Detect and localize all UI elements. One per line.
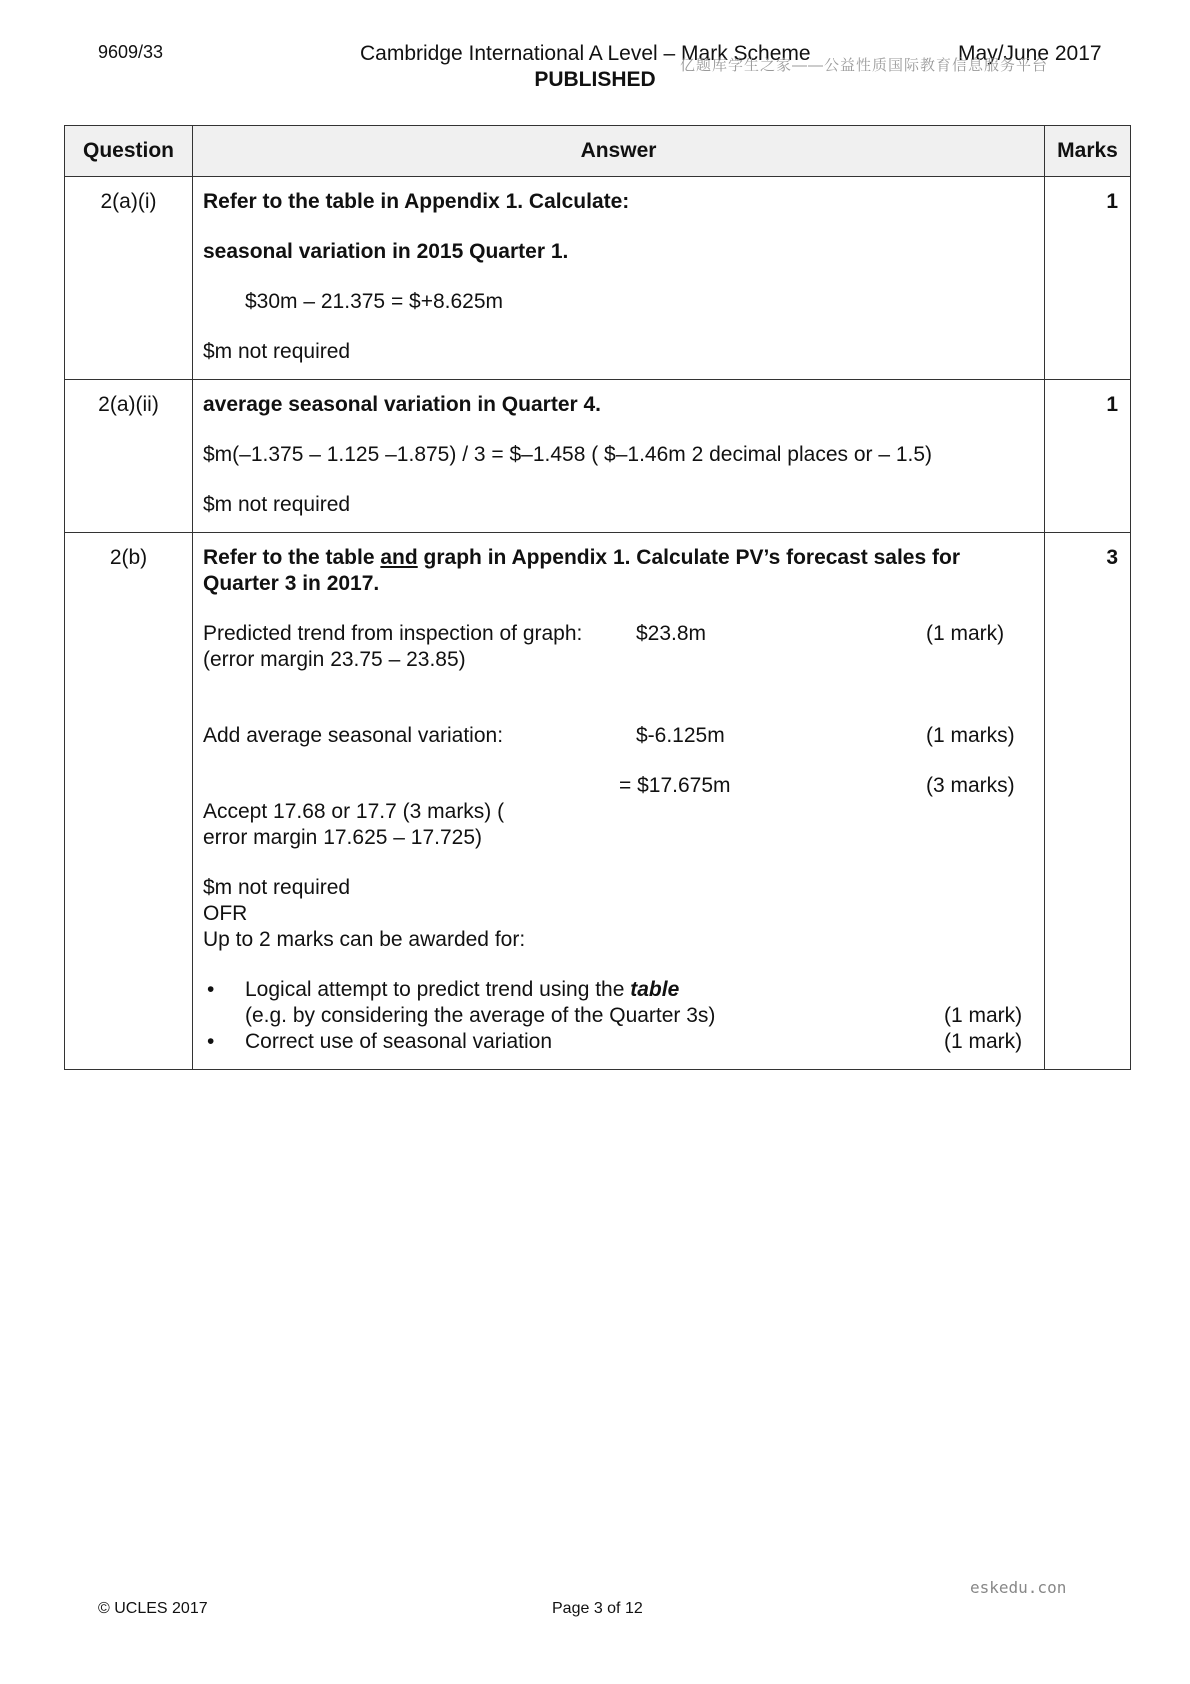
question-number: 2(b)	[65, 533, 193, 1070]
table-header-row	[65, 126, 1131, 177]
bullet-text: (e.g. by considering the average of the Quarter 3s)	[245, 1004, 716, 1027]
seasonal-mark: (1 marks)	[926, 724, 1015, 747]
accept-margin: error margin 17.625 – 17.725)	[203, 826, 482, 849]
bullet-icon: •	[207, 978, 215, 1001]
question-number: 2(a)(ii)	[65, 380, 193, 533]
trend-mark: (1 mark)	[926, 622, 1005, 645]
marks-value: 3	[1045, 533, 1131, 1070]
copyright: © UCLES 2017	[98, 1600, 208, 1617]
prompt-underlined: and	[380, 546, 418, 569]
bullet-text: Correct use of seasonal variation	[245, 1030, 552, 1053]
bullet-icon: •	[207, 1030, 215, 1053]
bullet-emphasis: table	[630, 978, 680, 1001]
site-watermark: eskedu.con	[970, 1578, 1067, 1597]
bullet-mark: (1 mark)	[944, 1030, 1023, 1053]
up-to-label: Up to 2 marks can be awarded for:	[203, 928, 526, 951]
mark-scheme-table	[64, 125, 1131, 1070]
table-row	[65, 177, 1131, 380]
column-header-marks: Marks	[1045, 126, 1131, 177]
note: $m not required	[203, 876, 351, 899]
prompt-part-a: Refer to the table	[203, 546, 381, 569]
trend-row	[203, 621, 1034, 647]
total-row	[203, 773, 1034, 799]
marks-value: 1	[1045, 380, 1131, 533]
answer-cell	[193, 533, 1045, 1070]
column-header-question: Question	[65, 126, 193, 177]
trend-value: $23.8m	[636, 622, 707, 645]
bullet-text: Logical attempt to predict trend using the	[245, 978, 631, 1001]
published-label: PUBLISHED	[534, 68, 656, 91]
trend-label: Predicted trend from inspection of graph:	[203, 622, 583, 645]
note: $m not required	[203, 493, 351, 516]
marks-value: 1	[1045, 177, 1131, 380]
ofr-label: OFR	[203, 902, 248, 925]
question-prompt	[203, 545, 1034, 597]
accept-line: Accept 17.68 or 17.7 (3 marks) (	[203, 800, 505, 823]
bullet-mark: (1 mark)	[944, 1004, 1023, 1027]
list-item	[203, 1029, 1034, 1055]
seasonal-label: Add average seasonal variation:	[203, 724, 504, 747]
answer-cell	[193, 380, 1045, 533]
question-prompt: Refer to the table in Appendix 1. Calculate:	[203, 190, 630, 213]
total-mark: (3 marks)	[926, 774, 1015, 797]
watermark: 亿题库学生之家——公益性质国际教育信息服务平台	[680, 57, 1049, 74]
answer-cell	[193, 177, 1045, 380]
document-code: 9609/33	[98, 42, 164, 62]
question-prompt: average seasonal variation in Quarter 4.	[203, 393, 602, 416]
column-header-answer: Answer	[193, 126, 1045, 177]
note: $m not required	[203, 340, 351, 363]
seasonal-row	[203, 723, 1034, 749]
list-item	[203, 977, 1034, 1003]
table-row	[65, 533, 1131, 1070]
document-date: May/June 2017	[958, 42, 1102, 65]
table-row	[65, 380, 1131, 533]
calculation: $m(–1.375 – 1.125 –1.875) / 3 = $–1.458 ( $–1.46m 2 decimal places or – 1.5)	[203, 443, 933, 466]
total-value: = $17.675m	[619, 774, 731, 797]
question-number: 2(a)(i)	[65, 177, 193, 380]
page-number: Page 3 of 12	[552, 1600, 643, 1617]
trend-margin: (error margin 23.75 – 23.85)	[203, 648, 466, 671]
question-subprompt: seasonal variation in 2015 Quarter 1.	[203, 240, 569, 263]
calculation: $30m – 21.375 = $+8.625m	[245, 290, 504, 313]
list-item-continuation	[203, 1003, 1034, 1029]
prompt-part-b: graph in Appendix 1. Calculate PV’s forecast sales for Quarter 3 in 2017.	[203, 546, 960, 595]
document-title: Cambridge International A Level – Mark Scheme	[360, 42, 811, 65]
seasonal-value: $-6.125m	[636, 724, 725, 747]
